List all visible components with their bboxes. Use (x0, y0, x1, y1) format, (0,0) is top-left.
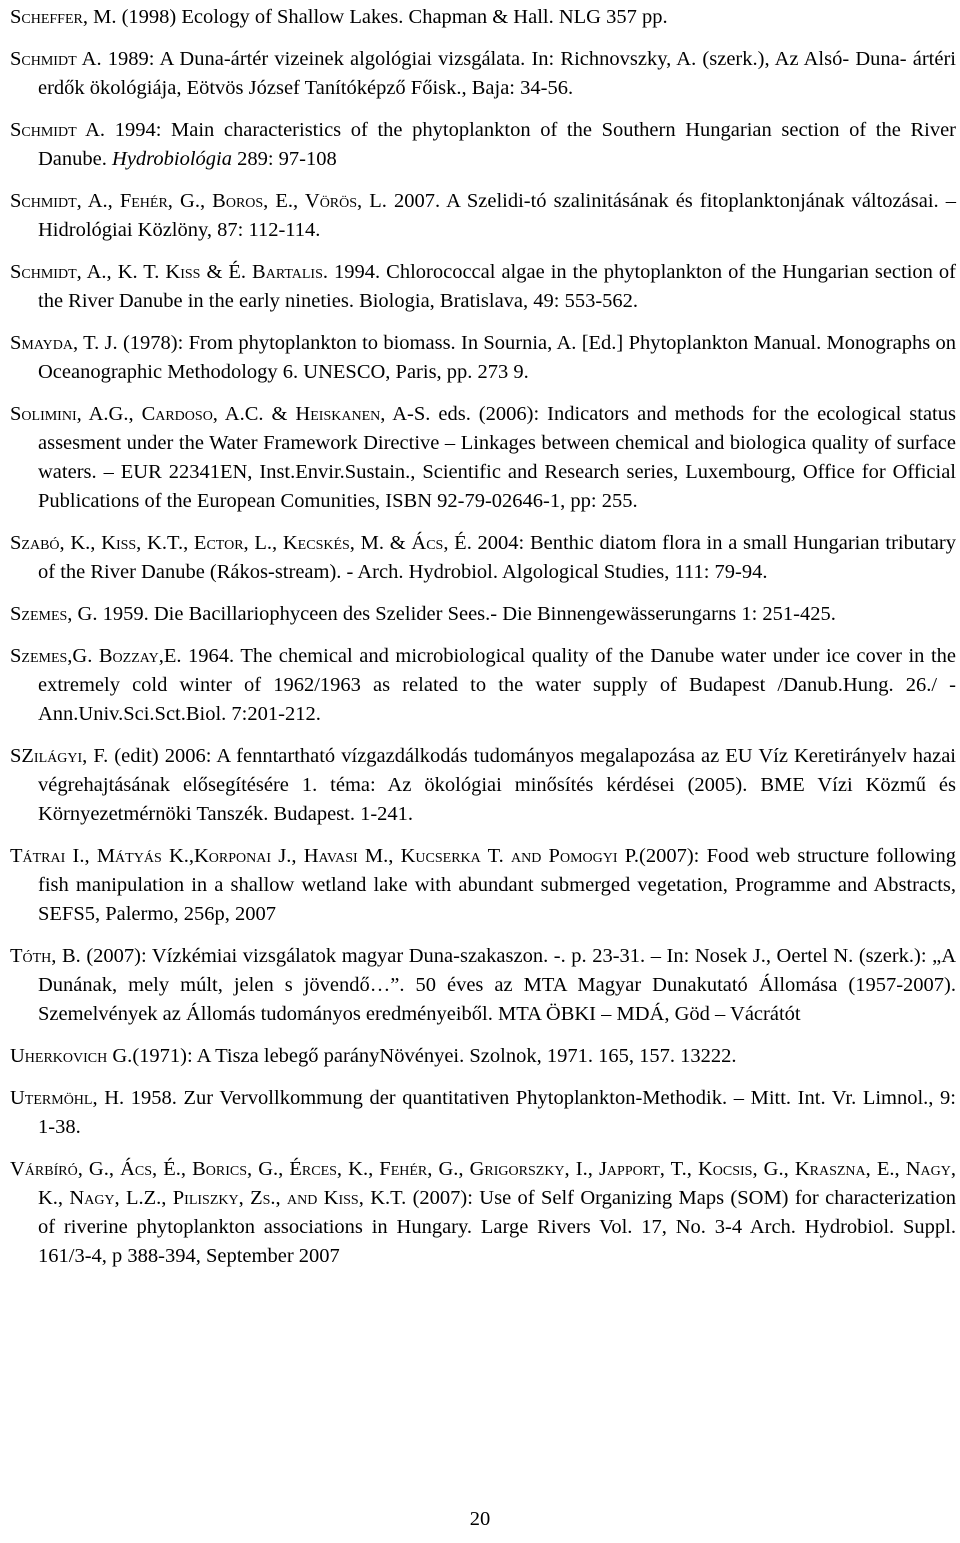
reference-text: (2007): Vízkémiai vizsgálatok magyar Duna-szakaszon. -. p. 23-31. – In: Nosek J., Oertel N. (szerk.): „A Dunának, mely múlt, jelen s jövendő…”. 50 éves az MTA Magyar Dunakutató Állomása (1957-2007). Szemelvények az Állomás tudományos eredményeiből. MTA ÖBKI – MDÁ, Göd – Vácrátót (38, 945, 957, 1025)
reference-text: 1958. Zur Vervollkommung der quantitativen Phytoplankton-Methodik. – Mitt. Int. Vr. Limnol., 9: 1-38. (38, 1087, 956, 1138)
reference-entry (10, 942, 956, 1029)
reference-text: 2007. A Szelidi-tó szalinitásának és fitoplanktonjának változásai. – Hidrológiai Közlöny, 87: 112-114. (38, 190, 956, 241)
reference-authors: Utermöhl, H. (10, 1087, 125, 1109)
reference-entry (10, 600, 956, 629)
reference-authors: Tóth, B. (10, 945, 81, 967)
reference-text: 2004: Benthic diatom flora in a small Hungarian tributary of the River Danube (Rákos-stream). - Arch. Hydrobiol. Algological Studies, 111: 79-94. (38, 532, 956, 583)
reference-text: 1959. Die Bacillariophyceen des Szelider Sees.- Die Binnengewässerungarns 1: 251-425. (97, 603, 836, 625)
reference-text: 1964. The chemical and microbiological quality of the Danube water under ice cover in the extremely cold winter of 1962/1963 as related to the water supply of Budapest /Danub.Hung. 26./ - Ann.Univ.Sci.Sct.Biol. 7:201-212. (38, 645, 956, 725)
reference-entry (10, 116, 956, 174)
reference-authors: Szabó, K., Kiss, K.T., Ector, L., Kecskés, M. & Ács, É. (10, 532, 472, 554)
reference-list (10, 3, 956, 1284)
reference-authors: Schmidt A. (10, 48, 102, 70)
reference-entry (10, 1155, 956, 1271)
reference-text: (2007): Food web structure following fish manipulation in a shallow wetland lake with abundant submerged vegetation, Programme and Abstracts, SEFS5, Palermo, 256p, 2007 (38, 845, 957, 925)
reference-authors: Szemes, G. (10, 603, 98, 625)
reference-authors: Várbíró, G., Ács, É., Borics, G., Érces, K., Fehér, G., Grigorszky, I., Japport, T., Kocsis, G., Kraszna, E., Nagy, K., Nagy, L.Z., Piliszky, Zs., and Kiss, K.T. (10, 1158, 956, 1209)
reference-text: (edit) 2006: A fenntartható vízgazdálkodás tudományos megalapozása az EU Víz Keretirányelv hazai végrehajtásának elősegítésére 1. téma: Az ökológiai minősítés kérdései (2005). BME Vízi Közmű és Környezetmérnöki Tanszék. Budapest. 1-241. (38, 745, 956, 825)
page-number: 20 (469, 1508, 491, 1530)
reference-text: 1994: Main characteristics of the phytoplankton of the Southern Hungarian section of the River Danube. (38, 119, 957, 170)
reference-entry (10, 1084, 956, 1142)
reference-text: 1989: A Duna-ártér vizeinek algológiai vizsgálata. In: Richnovszky, A. (szerk.), Az Alsó- Duna- ártéri erdők ökológiája, Eötvös József Tanítóképző Főisk., Baja: 34-56. (38, 48, 956, 99)
reference-text: (1971): A Tisza lebegő parányNövényei. Szolnok, 1971. 165, 157. 13222. (132, 1045, 737, 1067)
reference-entry (10, 3, 956, 32)
reference-entry (10, 45, 956, 103)
reference-authors: Uherkovich G. (10, 1045, 133, 1067)
reference-entry (10, 842, 956, 929)
reference-entry (10, 187, 956, 245)
reference-authors: Solimini, A.G., Cardoso, A.C. & Heiskanen, A-S. (10, 403, 431, 425)
reference-authors: Schmidt, A., K. T. Kiss & É. Bartalis. (10, 261, 329, 283)
reference-text: 1994. Chlorococcal algae in the phytoplankton of the Hungarian section of the River Danube in the early nineties. Biologia, Bratislava, 49: 553-562. (38, 261, 956, 312)
reference-entry (10, 1042, 956, 1071)
reference-entry (10, 329, 956, 387)
reference-entry (10, 642, 956, 729)
reference-authors: SZilágyi, F. (10, 745, 109, 767)
reference-entry (10, 742, 956, 829)
reference-text: (1978): From phytoplankton to biomass. In Sournia, A. [Ed.] Phytoplankton Manual. Monographs on Oceanographic Methodology 6. UNESCO, Paris, pp. 273 9. (38, 332, 956, 383)
reference-authors: Scheffer, M. (10, 6, 117, 28)
reference-authors: Smayda, T. J. (10, 332, 118, 354)
reference-entry (10, 400, 956, 516)
reference-entry (10, 529, 956, 587)
journal-title: Hydrobiológia (112, 148, 232, 170)
reference-text-tail: 289: 97-108 (231, 148, 337, 170)
reference-authors: Schmidt A. (10, 119, 106, 141)
reference-authors: Tátrai I., Mátyás K.,Korponai J., Havasi M., Kucserka T. and Pomogyi P. (10, 845, 639, 867)
reference-entry (10, 258, 956, 316)
reference-authors: Szemes,G. Bozzay,E. (10, 645, 182, 667)
reference-text: (2007): Use of Self Organizing Maps (SOM) for characterization of riverine phytoplankton associations in Hungary. Large Rivers Vol. 17, No. 3-4 Arch. Hydrobiol. Suppl. 161/3-4, p 388-394, September 2007 (38, 1187, 956, 1267)
reference-text: eds. (2006): Indicators and methods for the ecological status assesment under the Water Framework Directive – Linkages between chemical and biologica quality of surface waters. – EUR 22341EN, Inst.Envir.Sustain., Scientific and Research series, Luxembourg, Office for Official Publications of the European Comunities, ISBN 92-79-02646-1, pp: 255. (38, 403, 956, 512)
reference-text: (1998) Ecology of Shallow Lakes. Chapman & Hall. NLG 357 pp. (116, 6, 668, 28)
reference-authors: Schmidt, A., Fehér, G., Boros, E., Vörös, L. (10, 190, 387, 212)
